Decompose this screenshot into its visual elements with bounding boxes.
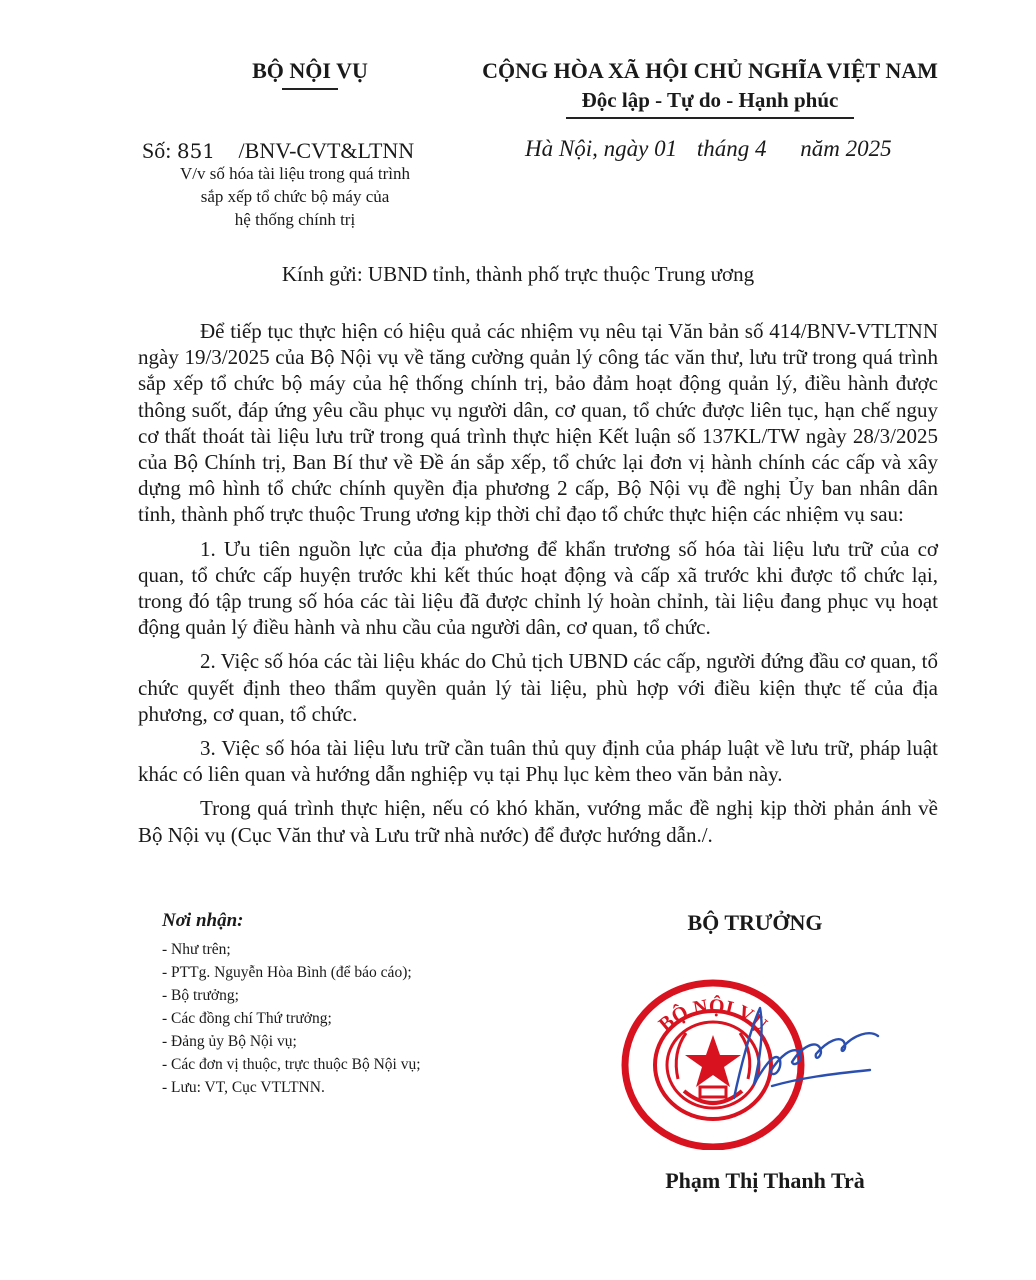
national-title: CỘNG HÒA XÃ HỘI CHỦ NGHĨA VIỆT NAM — [482, 58, 938, 83]
signer-name: Phạm Thị Thanh Trà — [665, 1168, 865, 1193]
recipients-list-item: - Bộ trưởng; — [162, 987, 239, 1004]
date-month-label: tháng — [696, 136, 750, 161]
document-number-suffix: /BNV-CVT&LTNN — [238, 138, 415, 163]
recipients-list-item: - Lưu: VT, Cục VTLTNN. — [162, 1079, 325, 1096]
body-item-1: 1. Ưu tiên nguồn lực của địa phương để khẩn trương số hóa tài liệu lưu trữ của cơ quan, tổ chức cấp huyện trước khi kết thúc hoạt động và cấp xã trước khi được tổ chức lại, trong đó tập trung số hóa các tài liệu đã được chỉnh lý hoàn chỉnh, tài liệu đang phục vụ hoạt động quản lý điều hành và nhu cầu của người dân, cơ quan, tổ chức. — [138, 536, 938, 640]
agency-underline — [282, 88, 338, 90]
document-number — [142, 138, 414, 164]
document-number-prefix: Số: — [142, 138, 172, 163]
issuing-agency: BỘ NỘI VỤ — [252, 58, 368, 83]
date-day: 01 — [654, 136, 678, 161]
date-place: Hà Nội, ngày — [525, 136, 649, 161]
subject-line: sắp xếp tổ chức bộ máy của — [200, 187, 390, 206]
body-item-2: 2. Việc số hóa các tài liệu khác do Chủ tịch UBND các cấp, người đứng đầu cơ quan, tổ chức quyết định theo thẩm quyền quản lý tài liệu, phù hợp với điều kiện thực tế của địa phương, cơ quan, tổ chức. — [138, 649, 938, 726]
recipients-title: Nơi nhận: — [162, 910, 244, 931]
document-number-value: 851 — [176, 139, 216, 163]
handwritten-signature-icon — [720, 1000, 900, 1110]
recipients-list-item: - Như trên; — [162, 941, 231, 958]
subject-line: V/v số hóa tài liệu trong quá trình — [180, 164, 410, 183]
date-year-label: năm — [800, 136, 840, 161]
recipients-list-item: - PTTg. Nguyễn Hòa Bình (để báo cáo); — [162, 964, 412, 981]
seal-text: BỘ NỘI VỤ — [654, 995, 772, 1036]
national-motto: Độc lập - Tự do - Hạnh phúc — [581, 88, 839, 112]
recipients-list-item: - Các đơn vị thuộc, trực thuộc Bộ Nội vụ; — [162, 1056, 421, 1073]
date-year: 2025 — [845, 136, 892, 161]
dateline — [525, 136, 892, 162]
body-intro-paragraph: Để tiếp tục thực hiện có hiệu quả các nhiệm vụ nêu tại Văn bản số 414/BNV-VTLTNN ngày 19/3/2025 của Bộ Nội vụ về tăng cường quản lý công tác văn thư, lưu trữ trong quá trình sắp xếp tổ chức bộ máy của hệ thống chính trị, bảo đảm hoạt động quản lý, điều hành được thông suốt, đáp ứng yêu cầu phục vụ người dân, cơ quan, tổ chức được liên tục, hạn chế nguy cơ thất thoát tài liệu lưu trữ trong quá trình thực hiện Kết luận số 137KL/TW ngày 28/3/2025 của Bộ Chính trị, Ban Bí thư về Đề án sắp xếp, tổ chức lại đơn vị hành chính các cấp và xây dựng mô hình tổ chức chính quyền địa phương 2 cấp, Bộ Nội vụ đề nghị Ủy ban nhân dân tỉnh, thành phố trực thuộc Trung ương kịp thời chỉ đạo tổ chức thực hiện các nhiệm vụ sau: — [138, 319, 938, 527]
recipients-list-item: - Đảng ủy Bộ Nội vụ; — [162, 1033, 297, 1050]
subject-line: hệ thống chính trị — [234, 210, 356, 229]
document-subject — [130, 162, 460, 231]
recipients-list-item: - Các đồng chí Thứ trưởng; — [162, 1010, 332, 1027]
date-month: 4 — [754, 136, 767, 161]
signer-title: BỘ TRƯỞNG — [687, 910, 823, 935]
recipients-list — [162, 938, 421, 1099]
motto-underline — [566, 117, 854, 119]
addressee: Kính gửi: UBND tỉnh, thành phố trực thuộc Trung ương — [281, 262, 755, 286]
document-body — [138, 318, 938, 856]
body-item-3: 3. Việc số hóa tài liệu lưu trữ cần tuân thủ quy định của pháp luật về lưu trữ, pháp luật khác có liên quan và hướng dẫn nghiệp vụ tại Phụ lục kèm theo văn bản này. — [138, 736, 938, 787]
body-closing-paragraph: Trong quá trình thực hiện, nếu có khó khăn, vướng mắc đề nghị kịp thời phản ánh về Bộ Nội vụ (Cục Văn thư và Lưu trữ nhà nước) để được hướng dẫn./. — [138, 796, 938, 847]
